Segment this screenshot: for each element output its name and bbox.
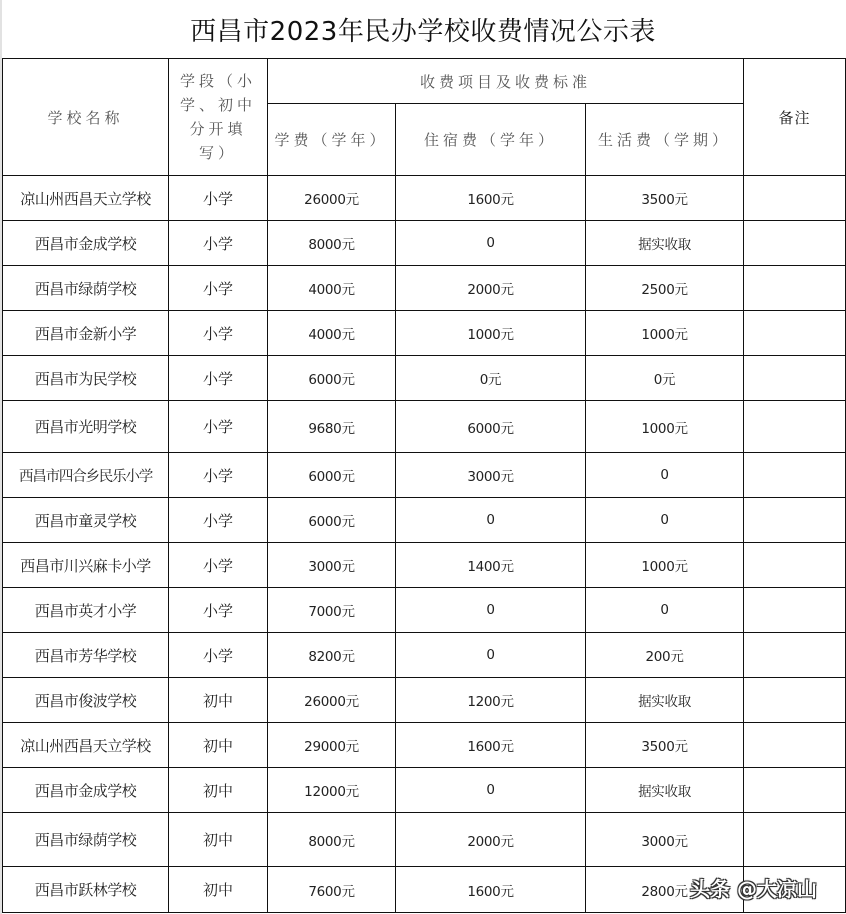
remarks-cell — [744, 723, 846, 768]
tuition-cell: 8000元 — [268, 813, 396, 867]
school-name-cell: 西昌市绿荫学校 — [3, 813, 169, 867]
living-cell: 据实收取 — [586, 768, 744, 813]
tuition-cell: 26000元 — [268, 678, 396, 723]
stage-cell: 小学 — [169, 543, 268, 588]
school-name-cell: 凉山州西昌天立学校 — [3, 176, 169, 221]
living-cell: 200元 — [586, 633, 744, 678]
remarks-cell — [744, 543, 846, 588]
stage-cell: 小学 — [169, 311, 268, 356]
table-row — [3, 768, 846, 813]
remarks-cell — [744, 221, 846, 266]
fee-table — [2, 58, 846, 913]
stage-cell: 初中 — [169, 867, 268, 913]
living-cell: 3500元 — [586, 176, 744, 221]
school-name-cell: 西昌市跃林学校 — [3, 867, 169, 913]
living-cell: 1000元 — [586, 401, 744, 453]
stage-cell: 小学 — [169, 498, 268, 543]
boarding-cell: 3000元 — [396, 453, 586, 498]
boarding-cell: 0 — [396, 588, 586, 633]
school-name-cell: 西昌市金成学校 — [3, 221, 169, 266]
school-name-cell: 西昌市金成学校 — [3, 768, 169, 813]
stage-cell: 小学 — [169, 266, 268, 311]
tuition-cell: 3000元 — [268, 543, 396, 588]
remarks-cell — [744, 768, 846, 813]
boarding-cell: 1600元 — [396, 867, 586, 913]
living-cell: 0 — [586, 588, 744, 633]
table-row — [3, 678, 846, 723]
remarks-cell — [744, 498, 846, 543]
table-row — [3, 401, 846, 453]
boarding-cell: 1600元 — [396, 176, 586, 221]
living-cell: 2800元 — [586, 867, 744, 913]
school-name-cell: 西昌市绿荫学校 — [3, 266, 169, 311]
living-cell: 据实收取 — [586, 678, 744, 723]
remarks-cell — [744, 176, 846, 221]
header-row-1 — [3, 59, 846, 104]
boarding-cell: 1600元 — [396, 723, 586, 768]
tuition-cell: 8200元 — [268, 633, 396, 678]
school-name-cell: 西昌市芳华学校 — [3, 633, 169, 678]
school-name-cell: 西昌市金新小学 — [3, 311, 169, 356]
school-name-cell: 西昌市光明学校 — [3, 401, 169, 453]
living-cell: 3000元 — [586, 813, 744, 867]
tuition-cell: 26000元 — [268, 176, 396, 221]
table-row — [3, 633, 846, 678]
table-row — [3, 588, 846, 633]
remarks-cell — [744, 311, 846, 356]
stage-cell: 初中 — [169, 768, 268, 813]
table-row — [3, 176, 846, 221]
tuition-cell: 6000元 — [268, 498, 396, 543]
boarding-cell: 1400元 — [396, 543, 586, 588]
stage-cell: 初中 — [169, 678, 268, 723]
school-name-cell: 西昌市四合乡民乐小学 — [3, 453, 169, 498]
stage-cell: 小学 — [169, 633, 268, 678]
boarding-cell: 1000元 — [396, 311, 586, 356]
stage-cell: 小学 — [169, 588, 268, 633]
school-name-cell: 西昌市川兴麻卡小学 — [3, 543, 169, 588]
tuition-cell: 6000元 — [268, 453, 396, 498]
living-cell: 1000元 — [586, 543, 744, 588]
tuition-cell: 7000元 — [268, 588, 396, 633]
tuition-cell: 9680元 — [268, 401, 396, 453]
remarks-cell — [744, 356, 846, 401]
living-cell: 2500元 — [586, 266, 744, 311]
living-cell: 3500元 — [586, 723, 744, 768]
table-row — [3, 453, 846, 498]
tuition-cell: 8000元 — [268, 221, 396, 266]
remarks-cell — [744, 678, 846, 723]
table-row — [3, 498, 846, 543]
stage-cell: 小学 — [169, 401, 268, 453]
header-remarks: 备注 — [744, 59, 846, 176]
living-cell: 1000元 — [586, 311, 744, 356]
stage-cell: 小学 — [169, 176, 268, 221]
school-name-cell: 西昌市英才小学 — [3, 588, 169, 633]
stage-cell: 小学 — [169, 221, 268, 266]
table-row — [3, 813, 846, 867]
living-cell: 0元 — [586, 356, 744, 401]
tuition-cell: 6000元 — [268, 356, 396, 401]
table-row — [3, 266, 846, 311]
tuition-cell: 4000元 — [268, 266, 396, 311]
boarding-cell: 6000元 — [396, 401, 586, 453]
table-row — [3, 311, 846, 356]
boarding-cell: 0 — [396, 768, 586, 813]
boarding-cell: 1200元 — [396, 678, 586, 723]
boarding-cell: 0 — [396, 633, 586, 678]
header-boarding: 住宿费（学年） — [396, 104, 586, 176]
stage-cell: 初中 — [169, 813, 268, 867]
school-name-cell: 西昌市为民学校 — [3, 356, 169, 401]
stage-cell: 小学 — [169, 356, 268, 401]
table-row — [3, 221, 846, 266]
stage-cell: 初中 — [169, 723, 268, 768]
boarding-cell: 0 — [396, 498, 586, 543]
header-tuition: 学费（学年） — [268, 104, 396, 176]
table-row — [3, 543, 846, 588]
tuition-cell: 12000元 — [268, 768, 396, 813]
boarding-cell: 2000元 — [396, 266, 586, 311]
header-stage: 学段（小学、初中分开填写） — [169, 59, 268, 176]
living-cell: 据实收取 — [586, 221, 744, 266]
header-living: 生活费（学期） — [586, 104, 744, 176]
boarding-cell: 2000元 — [396, 813, 586, 867]
school-name-cell: 西昌市童灵学校 — [3, 498, 169, 543]
header-fee-group: 收费项目及收费标准 — [268, 59, 744, 104]
page-title: 西昌市2023年民办学校收费情况公示表 — [190, 16, 656, 47]
table-row — [3, 356, 846, 401]
tuition-cell: 7600元 — [268, 867, 396, 913]
watermark: 头条 @大凉山 — [690, 877, 817, 901]
living-cell: 0 — [586, 498, 744, 543]
header-school-name: 学校名称 — [3, 59, 169, 176]
tuition-cell: 29000元 — [268, 723, 396, 768]
boarding-cell: 0 — [396, 221, 586, 266]
remarks-cell — [744, 633, 846, 678]
remarks-cell — [744, 401, 846, 453]
school-name-cell: 西昌市俊波学校 — [3, 678, 169, 723]
table-row — [3, 723, 846, 768]
remarks-cell — [744, 453, 846, 498]
school-name-cell: 凉山州西昌天立学校 — [3, 723, 169, 768]
remarks-cell — [744, 588, 846, 633]
remarks-cell — [744, 813, 846, 867]
stage-cell: 小学 — [169, 453, 268, 498]
boarding-cell: 0元 — [396, 356, 586, 401]
living-cell: 0 — [586, 453, 744, 498]
tuition-cell: 4000元 — [268, 311, 396, 356]
remarks-cell — [744, 266, 846, 311]
